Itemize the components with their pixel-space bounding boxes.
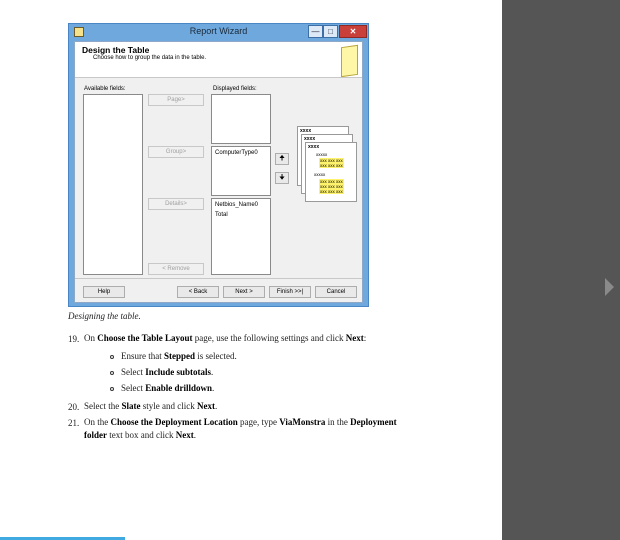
step-21-continued <box>84 429 196 442</box>
available-fields-label: Available fields: <box>84 86 126 92</box>
step-text: page, type <box>237 417 280 427</box>
close-icon: ✕ <box>339 25 367 38</box>
next-page-icon[interactable] <box>605 278 614 296</box>
step-text: . <box>214 401 218 411</box>
step-text: . <box>211 367 214 377</box>
step-strong: folder <box>84 430 107 440</box>
next-button: Next > <box>223 286 265 298</box>
step-20 <box>84 400 217 413</box>
step-text: Ensure that <box>121 351 164 361</box>
bullet-item <box>121 350 237 363</box>
preview-row: xxx xxx xxx <box>320 163 343 168</box>
step-text: in the <box>325 417 351 427</box>
reader-sidebar <box>502 0 620 540</box>
step-text: is selected. <box>195 351 237 361</box>
step-strong: Stepped <box>164 351 196 361</box>
help-button: Help <box>83 286 125 298</box>
list-item: ComputerType0 <box>215 150 258 156</box>
preview-subheader: xxxxx <box>314 172 326 177</box>
bullet-item <box>121 382 214 395</box>
bullet-icon <box>110 371 114 375</box>
step-strong: Next <box>175 430 194 440</box>
step-strong: Enable drilldown <box>145 383 213 393</box>
step-text: Select <box>121 383 146 393</box>
bullet-icon <box>110 355 114 359</box>
step-19 <box>84 332 366 345</box>
list-item: Netbios_Name0 <box>215 202 259 208</box>
step-strong: Deployment <box>350 417 397 427</box>
step-strong: Next <box>196 401 215 411</box>
move-down-icon: 🠋 <box>275 172 289 184</box>
remove-button: < Remove <box>148 263 204 275</box>
available-fields-list <box>83 94 143 275</box>
list-item: Total <box>215 212 228 218</box>
step-text: Select <box>121 367 146 377</box>
group-fields-list <box>211 146 271 196</box>
details-button: Details> <box>148 198 204 210</box>
wizard-title: Report Wizard <box>189 26 248 36</box>
page-fields-list <box>211 94 271 144</box>
preview-header: xxxx <box>308 144 320 150</box>
step-strong: ViaMonstra <box>279 417 326 427</box>
preview-header: xxxx <box>300 128 312 134</box>
step-number: 20. <box>68 402 80 412</box>
step-strong: Include subtotals <box>145 367 212 377</box>
preview-subheader: xxxxx <box>316 152 328 157</box>
preview-row: xxx xxx xxx <box>320 184 343 189</box>
step-text: style and click <box>140 401 197 411</box>
step-strong: Slate <box>121 401 141 411</box>
step-text: page, use the following settings and click <box>192 333 346 343</box>
move-up-icon: 🠉 <box>275 153 289 165</box>
bullet-icon <box>110 387 114 391</box>
group-button: Group> <box>148 146 204 158</box>
wizard-header <box>75 42 362 78</box>
step-text: text box and click <box>107 430 176 440</box>
step-strong: Choose the Table Layout <box>97 333 193 343</box>
step-strong: Choose the Deployment Location <box>110 417 238 427</box>
wizard-client-area <box>74 41 363 303</box>
step-text: . <box>193 430 196 440</box>
wizard-titlebar <box>69 24 368 40</box>
preview-row: xxx xxx xxx <box>320 158 343 163</box>
page-subtitle: Choose how to group the data in the table. <box>93 55 207 61</box>
step-21 <box>84 416 397 429</box>
report-graphic-icon <box>341 45 358 77</box>
step-text: Select the <box>84 401 122 411</box>
bullet-item <box>121 366 213 379</box>
step-strong: Next <box>345 333 364 343</box>
cancel-button: Cancel <box>315 286 357 298</box>
figure-caption: Designing the table. <box>68 311 141 321</box>
step-number: 19. <box>68 334 80 344</box>
back-button: < Back <box>177 286 219 298</box>
details-fields-list <box>211 198 271 275</box>
finish-button: Finish >>| <box>269 286 311 298</box>
step-text: : <box>363 333 367 343</box>
step-number: 21. <box>68 418 80 428</box>
page-title: Design the Table <box>82 45 150 55</box>
preview-row: xxx xxx xxx <box>320 189 343 194</box>
preview-row: xxx xxx xxx <box>320 179 343 184</box>
preview-header: xxxx <box>304 136 316 142</box>
step-text: . <box>212 383 215 393</box>
displayed-fields-label: Displayed fields: <box>213 86 257 92</box>
report-wizard-screenshot <box>68 23 369 307</box>
step-text: On the <box>84 417 111 427</box>
preview-card <box>305 142 357 202</box>
page-button: Page> <box>148 94 204 106</box>
step-text: On <box>84 333 98 343</box>
footer-divider <box>75 278 362 279</box>
maximize-icon: □ <box>323 25 338 38</box>
minimize-icon: — <box>308 25 323 38</box>
